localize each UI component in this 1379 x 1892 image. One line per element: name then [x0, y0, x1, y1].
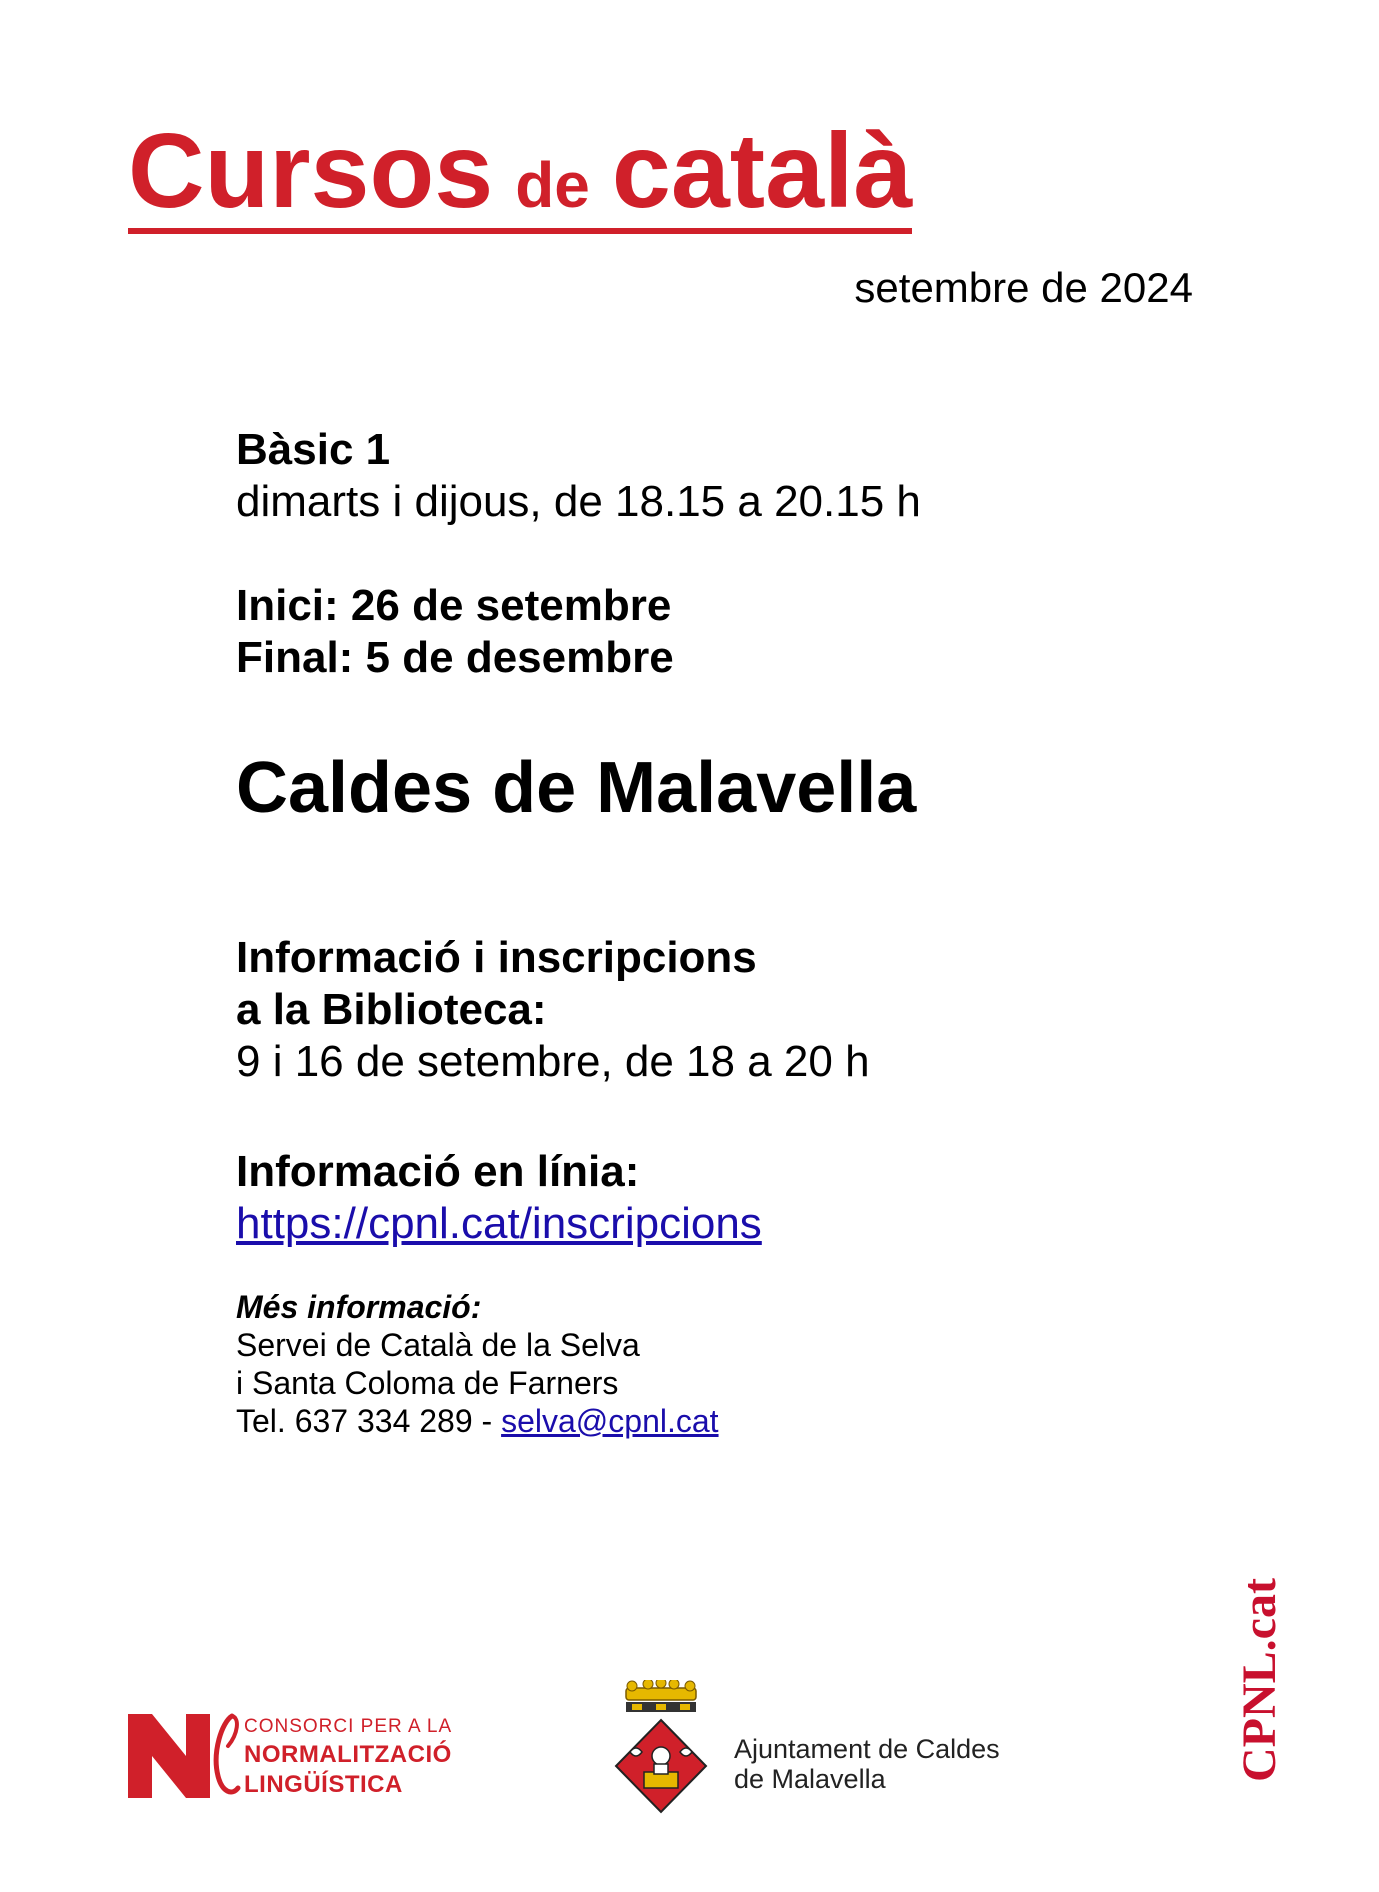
- email-link[interactable]: selva@cpnl.cat: [501, 1403, 719, 1439]
- ajuntament-name: [734, 1734, 1000, 1794]
- course-end: Final: 5 de desembre: [236, 633, 674, 682]
- registration-title-line2: a la Biblioteca:: [236, 985, 547, 1034]
- caldes-crest-icon: [610, 1680, 712, 1830]
- title-word-cursos: Cursos: [128, 112, 494, 230]
- cpnl-line1: CONSORCI PER A LA: [244, 1716, 453, 1737]
- registration-dates: 9 i 16 de setembre, de 18 a 20 h: [236, 1037, 870, 1086]
- registration-link[interactable]: https://cpnl.cat/inscripcions: [236, 1199, 762, 1248]
- title-word-de: de: [515, 149, 590, 221]
- online-info-title: Informació en línia:: [236, 1147, 640, 1196]
- cpnl-vertical-brand: CPNL.cat: [1233, 1578, 1286, 1782]
- town-name: Caldes de Malavella: [236, 748, 917, 828]
- ajuntament-line2: de Malavella: [734, 1764, 886, 1794]
- cpnl-line2: NORMALITZACIÓ: [244, 1741, 452, 1768]
- cpnl-line3: LINGÜÍSTICA: [244, 1771, 403, 1798]
- service-name-line2: i Santa Coloma de Farners: [236, 1365, 619, 1401]
- contact-line: [236, 1402, 719, 1440]
- date-label: setembre de 2024: [854, 264, 1193, 311]
- service-name-line1: Servei de Català de la Selva: [236, 1327, 640, 1363]
- more-info-title: Més informació:: [236, 1289, 482, 1325]
- course-name: Bàsic 1: [236, 425, 391, 474]
- phone-number: Tel. 637 334 289 -: [236, 1403, 502, 1439]
- ajuntament-line1: Ajuntament de Caldes: [734, 1734, 1000, 1764]
- cpnl-logo-text: [244, 1714, 452, 1800]
- page-title: [128, 112, 913, 234]
- title-word-catala: català: [611, 112, 913, 230]
- registration-title-line1: Informació i inscripcions: [236, 933, 757, 982]
- course-schedule: dimarts i dijous, de 18.15 a 20.15 h: [236, 477, 921, 526]
- course-start: Inici: 26 de setembre: [236, 581, 672, 630]
